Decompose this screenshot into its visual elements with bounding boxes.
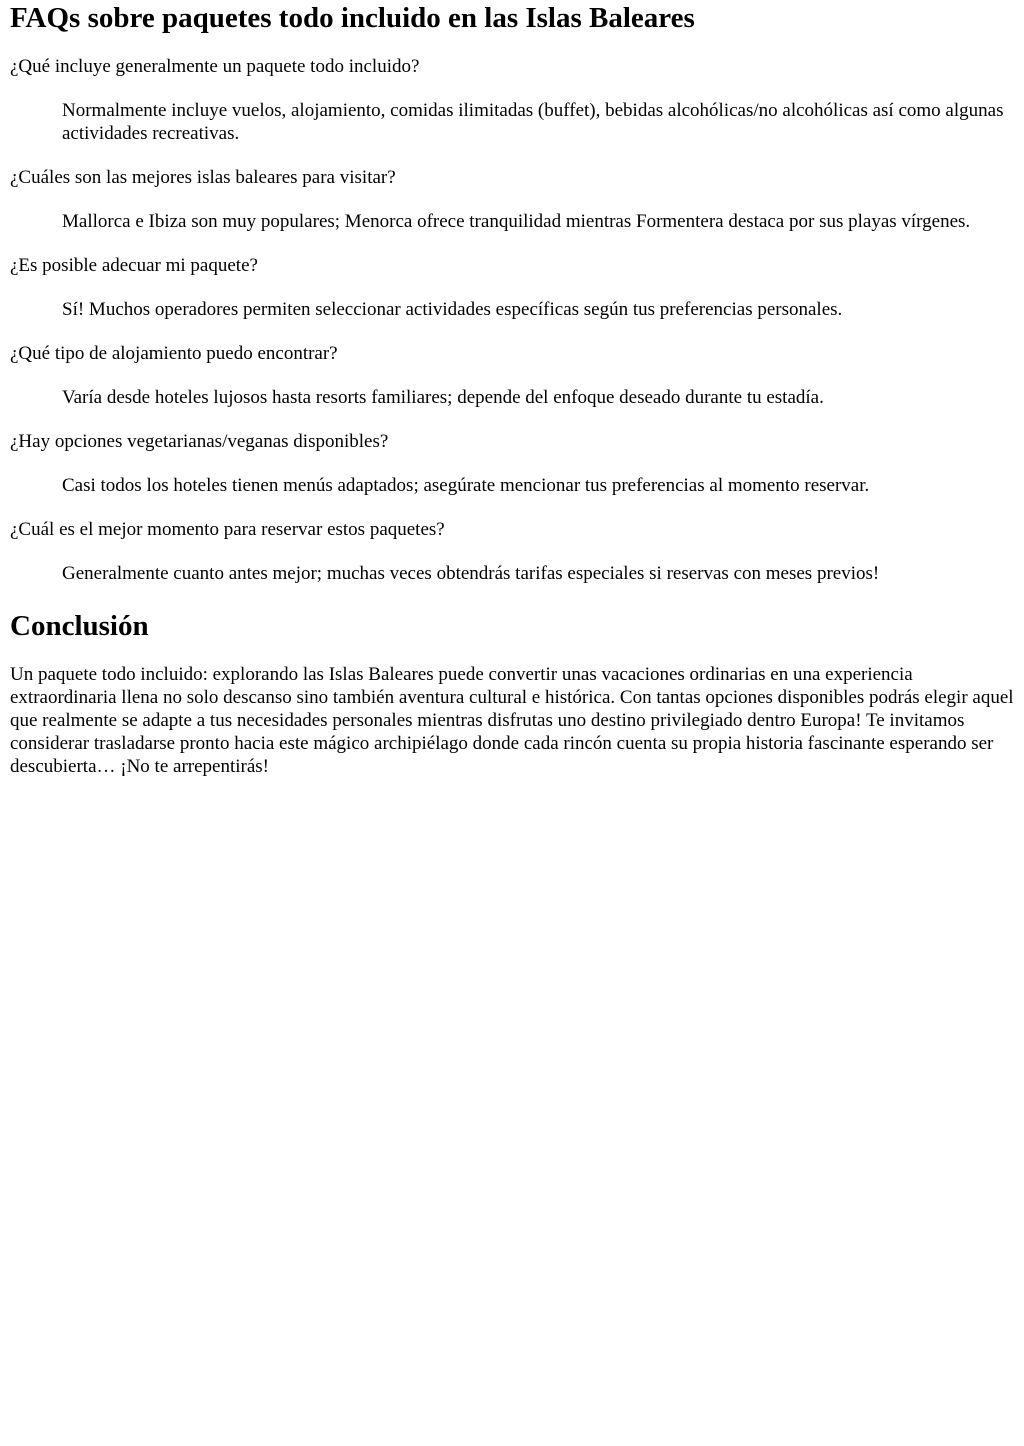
- faq-question: ¿Qué incluye generalmente un paquete todo incluido?: [10, 56, 420, 77]
- faq-answer: Normalmente incluye vuelos, alojamiento, comidas ilimitadas (buffet), bebidas alcohólicas/no alcohólicas así como algunas actividades recreativas.: [62, 100, 1004, 144]
- faq-question: ¿Qué tipo de alojamiento puedo encontrar?: [10, 343, 338, 364]
- conclusion-heading: Conclusión: [10, 610, 149, 642]
- faq-answer: Mallorca e Ibiza son muy populares; Menorca ofrece tranquilidad mientras Formentera destaca por sus playas vírgenes.: [62, 211, 971, 232]
- faq-answer: Sí! Muchos operadores permiten seleccionar actividades específicas según tus preferencias personales.: [62, 299, 843, 320]
- faq-question: ¿Hay opciones vegetarianas/veganas disponibles?: [10, 431, 389, 452]
- faq-list: [10, 55, 1014, 585]
- faq-answer: Generalmente cuanto antes mejor; muchas veces obtendrás tarifas especiales si reservas con meses previos!: [62, 563, 880, 584]
- faq-answer: Varía desde hoteles lujosos hasta resorts familiares; depende del enfoque deseado durante tu estadía.: [62, 387, 824, 408]
- faq-heading: FAQs sobre paquetes todo incluido en las Islas Baleares: [10, 2, 695, 34]
- faq-question: ¿Cuál es el mejor momento para reservar estos paquetes?: [10, 519, 445, 540]
- faq-question: ¿Cuáles son las mejores islas baleares para visitar?: [10, 167, 396, 188]
- faq-question: ¿Es posible adecuar mi paquete?: [10, 255, 258, 276]
- faq-answer: Casi todos los hoteles tienen menús adaptados; asegúrate mencionar tus preferencias al momento reservar.: [62, 475, 870, 496]
- conclusion-paragraph: Un paquete todo incluido: explorando las Islas Baleares puede convertir unas vacaciones ordinarias en una experiencia extraordinaria llena no solo descanso sino también aventura cultural e histórica. Con tantas opciones disponibles podrás elegir aquel que realmente se adapte a tus necesidades personales mientras disfrutas uno destino privilegiado dentro Europa! Te invitamos considerar trasladarse pronto hacia este mágico archipiélago donde cada rincón cuenta su propia historia fascinante esperando ser descubierta… ¡No te arrepentirás!: [10, 664, 1014, 777]
